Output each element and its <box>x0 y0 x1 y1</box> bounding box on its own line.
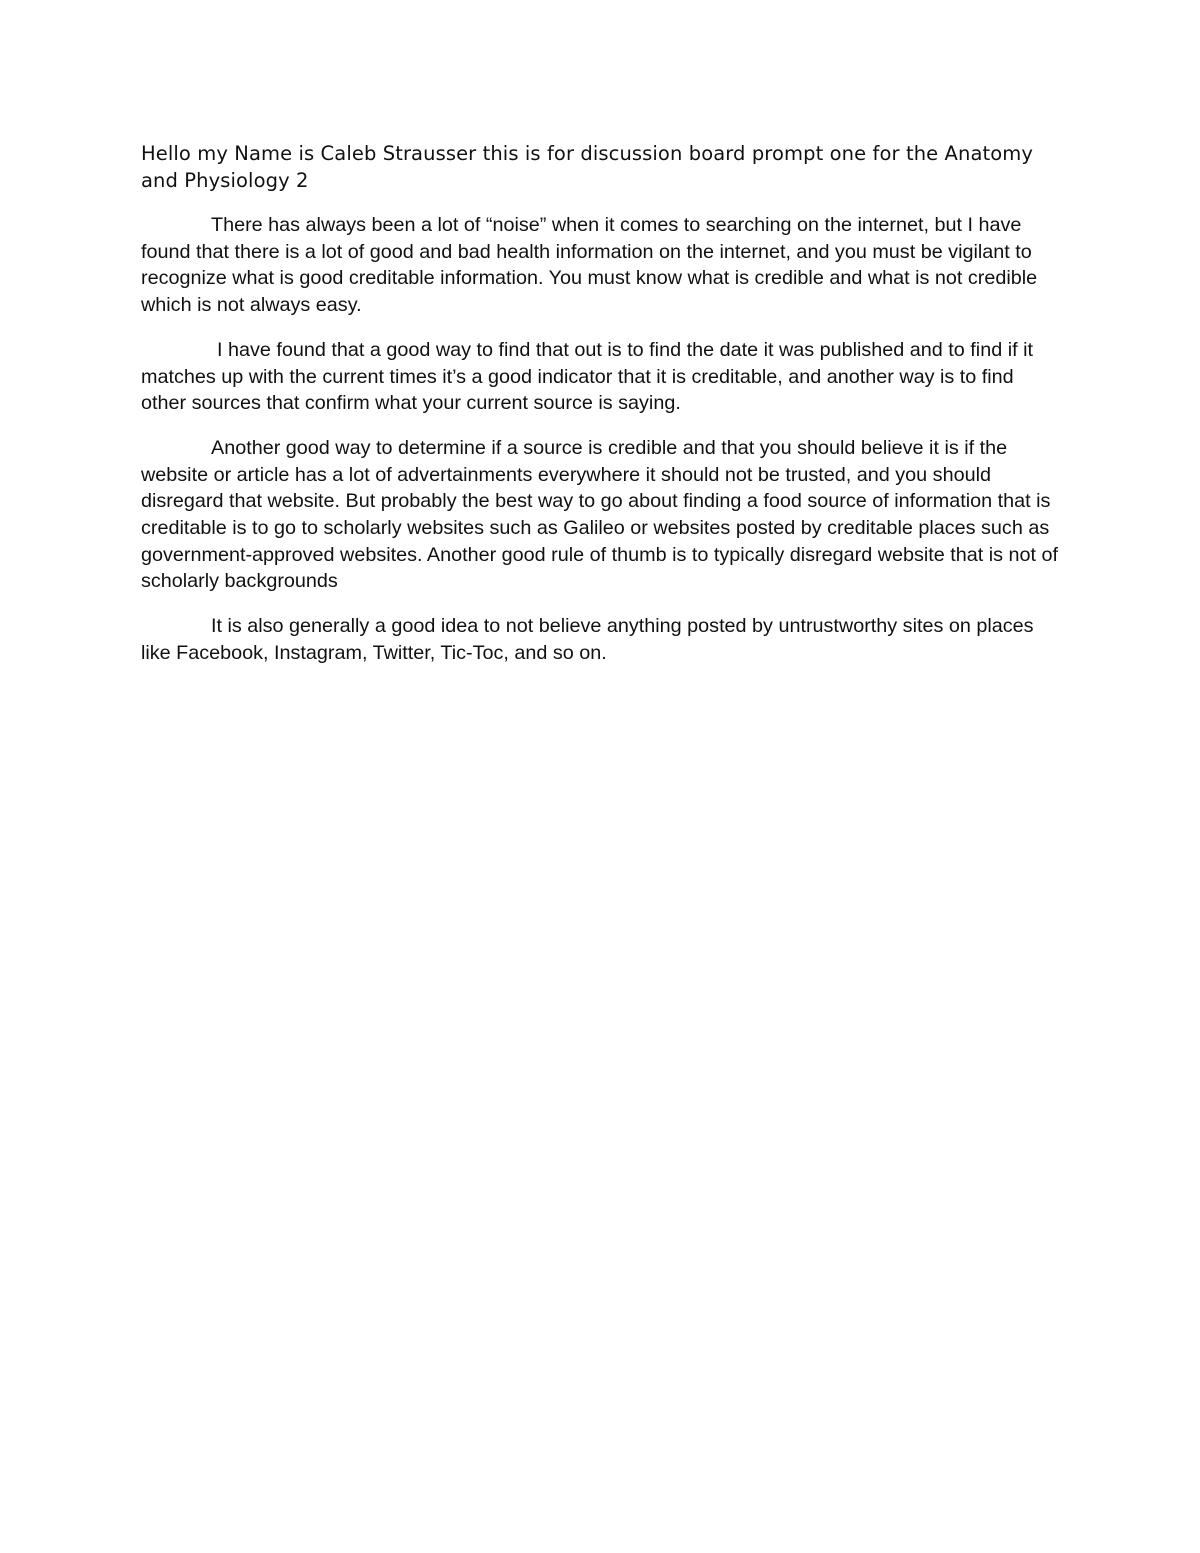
paragraph-3: Another good way to determine if a source is credible and that you should believe it is if the website or article has a lot of advertainments everywhere it should not be trusted, and you should disregard that website. But probably the best way to go about finding a food source of information that is creditable is to go to scholarly websites such as Galileo or websites posted by creditable places such as government-approved websites. Another good rule of thumb is to typically disregard website that is not of scholarly backgrounds <box>141 436 1059 593</box>
document-body <box>141 140 1061 685</box>
paragraph-1: There has always been a lot of “noise” when it comes to searching on the internet, but I have found that there is a lot of good and bad health information on the internet, and you must be vigilant to recognize what is good creditable information. You must know what is credible and what is not credible which is not always easy. <box>141 214 1038 317</box>
document-heading: Hello my Name is Caleb Strausser this is for discussion board prompt one for the Anatomy and Physiology 2 <box>141 142 1034 192</box>
paragraph-2: I have found that a good way to find that out is to find the date it was published and to find if it matches up with the current times it’s a good indicator that it is creditable, and another way is to find other sources that confirm what your current source is saying. <box>141 338 1033 415</box>
paragraph-4: It is also generally a good idea to not believe anything posted by untrustworthy sites on places like Facebook, Instagram, Twitter, Tic-Toc, and so on. <box>141 615 1034 664</box>
